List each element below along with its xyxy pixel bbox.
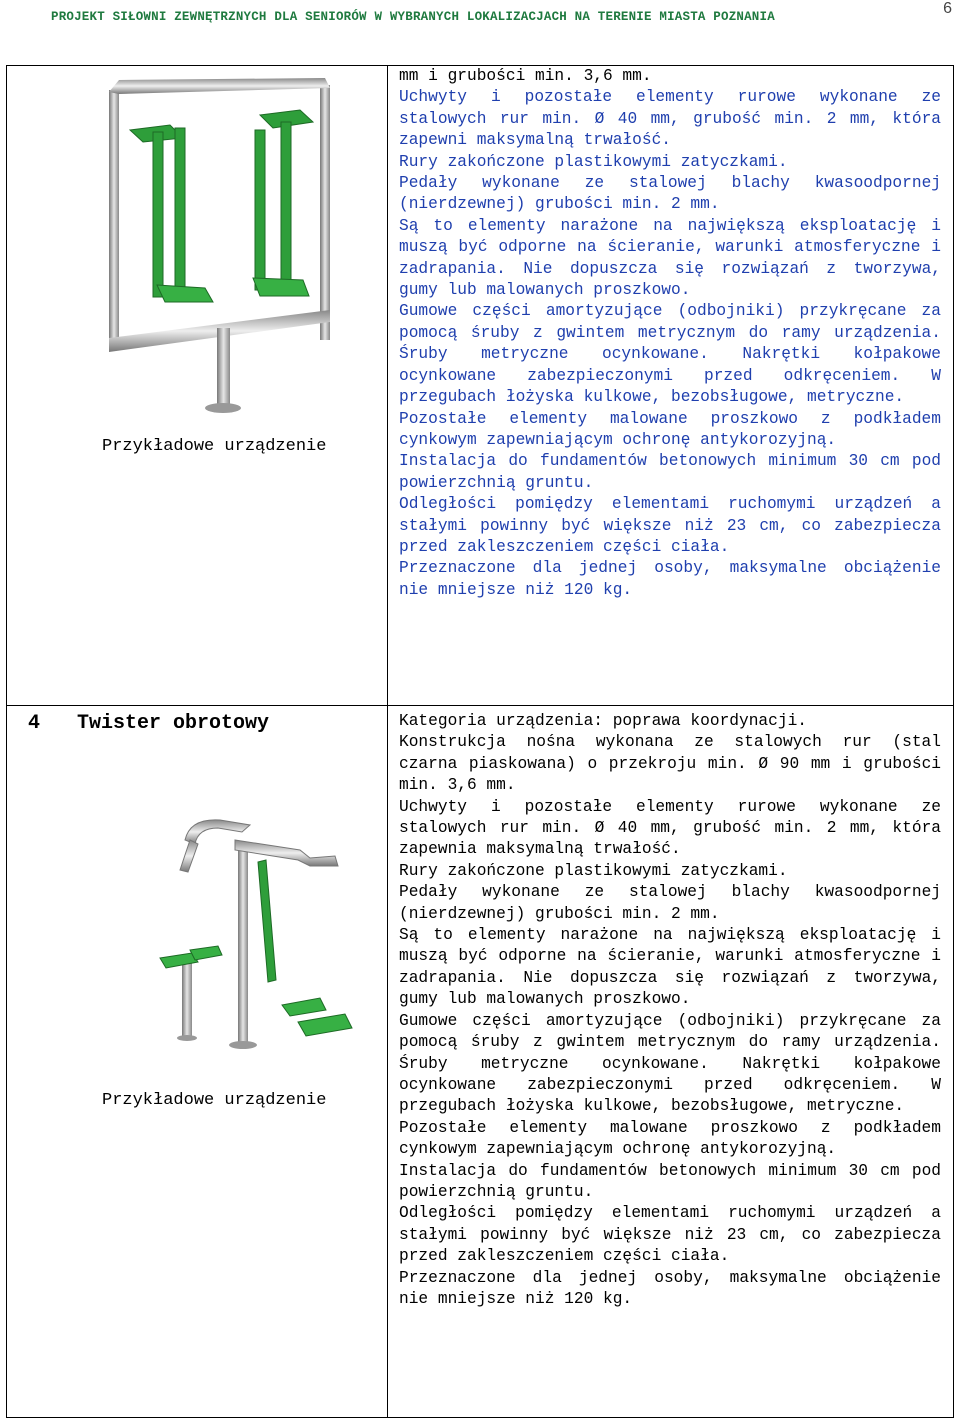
paragraph: Instalacja do fundamentów betonowych minimum 30 cm pod powierzchnią gruntu. bbox=[399, 1161, 941, 1201]
row3-description bbox=[399, 66, 941, 601]
paragraph: Przeznaczone dla jednej osoby, maksymalne obciążenie nie mniejsze niż 120 kg. bbox=[399, 559, 941, 599]
paragraph: Uchwyty i pozostałe elementy rurowe wykonane ze stalowych rur min. Ø 40 mm, grubość min. 2 mm, która zapewnia maksymalną trwałość. bbox=[399, 797, 941, 859]
row4-description bbox=[399, 711, 941, 1310]
page-number: 6 bbox=[943, 0, 952, 17]
paragraph: Odległości pomiędzy elementami ruchomymi urządzeń a stałymi powinny być większe niż 23 cm, co zabezpiecza przed zakleszczeniem części ciała. bbox=[399, 495, 941, 556]
paragraph: Rury zakończone plastikowymi zatyczkami. bbox=[399, 152, 788, 171]
paragraph: Gumowe części amortyzujące (odbojniki) przykręcane za pomocą śruby z gwintem metrycznym do ramy urządzenia. Śruby metryczne ocynkowane. Nakrętki kołpakowe ocynkowane zabezpieczonymi przed odkręceniem. W przegubach łożyska kulkowe, bezobsługowe, metryczne. bbox=[399, 302, 941, 407]
paragraph: mm i grubości min. 3,6 mm. bbox=[399, 67, 652, 85]
paragraph: Instalacja do fundamentów betonowych minimum 30 cm pod powierzchnią gruntu. bbox=[399, 452, 941, 492]
paragraph: Konstrukcja nośna wykonana ze stalowych rur (stal czarna piaskowana) o przekroju min. Ø 90 mm i grubości min. 3,6 mm. bbox=[399, 733, 941, 795]
paragraph: Odległości pomiędzy elementami ruchomymi urządzeń a stałymi powinny być większe niż 23 cm, co zabezpiecza przed zakleszczeniem części ciała. bbox=[399, 1204, 941, 1266]
paragraph: Kategoria urządzenia: poprawa koordynacji. bbox=[399, 712, 807, 730]
twister-illustration bbox=[150, 810, 365, 1050]
paragraph: Gumowe części amortyzujące (odbojniki) przykręcane za pomocą śruby z gwintem metrycznym do ramy urządzenia. Śruby metryczne ocynkowane. Nakrętki kołpakowe ocynkowane zabezpieczonymi przed odkręceniem. W przegubach łożyska kulkowe, bezobsługowe, metryczne. bbox=[399, 1011, 941, 1116]
paragraph: Są to elementy narażone na największą eksploatację i muszą być odporne na ścieranie, warunki atmosferyczne i zadrapania. Nie dopuszcza się rozwiązań z tworzywa, gumy lub malowanych proszkowo. bbox=[399, 216, 941, 300]
paragraph: Są to elementy narażone na największą eksploatację i muszą być odporne na ścieranie, warunki atmosferyczne i zadrapania. Nie dopuszcza się rozwiązań z tworzywa, gumy lub malowanych proszkowo. bbox=[399, 926, 941, 1009]
row4-number: 4 bbox=[28, 712, 41, 735]
paragraph: Pozostałe elementy malowane proszkowo z podkładem cynkowym zapewniającym ochronę antykorozyjną. bbox=[399, 409, 941, 449]
page-header: PROJEKT SIŁOWNI ZEWNĘTRZNYCH DLA SENIORÓW W WYBRANYCH LOKALIZACJACH NA TERENIE MIASTA POZNANIA bbox=[51, 10, 775, 24]
row4-title: Twister obrotowy bbox=[77, 712, 270, 735]
paragraph: Przeznaczone dla jednej osoby, maksymalne obciążenie nie mniejsze niż 120 kg. bbox=[399, 1268, 941, 1308]
paragraph: Pedały wykonane ze stalowej blachy kwasoodpornej (nierdzewnej) grubości min. 2 mm. bbox=[399, 883, 941, 923]
paragraph: Pozostałe elementy malowane proszkowo z podkładem cynkowym zapewniającym ochronę antykorozyjną. bbox=[399, 1118, 941, 1159]
air-walker-illustration bbox=[95, 70, 350, 420]
paragraph: Pedały wykonane ze stalowej blachy kwasoodpornej (nierdzewnej) grubości min. 2 mm. bbox=[399, 174, 941, 214]
paragraph: Rury zakończone plastikowymi zatyczkami. bbox=[399, 861, 788, 880]
row3-caption: Przykładowe urządzenie bbox=[102, 437, 327, 456]
row4-caption: Przykładowe urządzenie bbox=[102, 1091, 327, 1110]
paragraph: Uchwyty i pozostałe elementy rurowe wykonane ze stalowych rur min. Ø 40 mm, grubość min. 2 mm, która zapewni maksymalną trwałość. bbox=[399, 88, 941, 150]
